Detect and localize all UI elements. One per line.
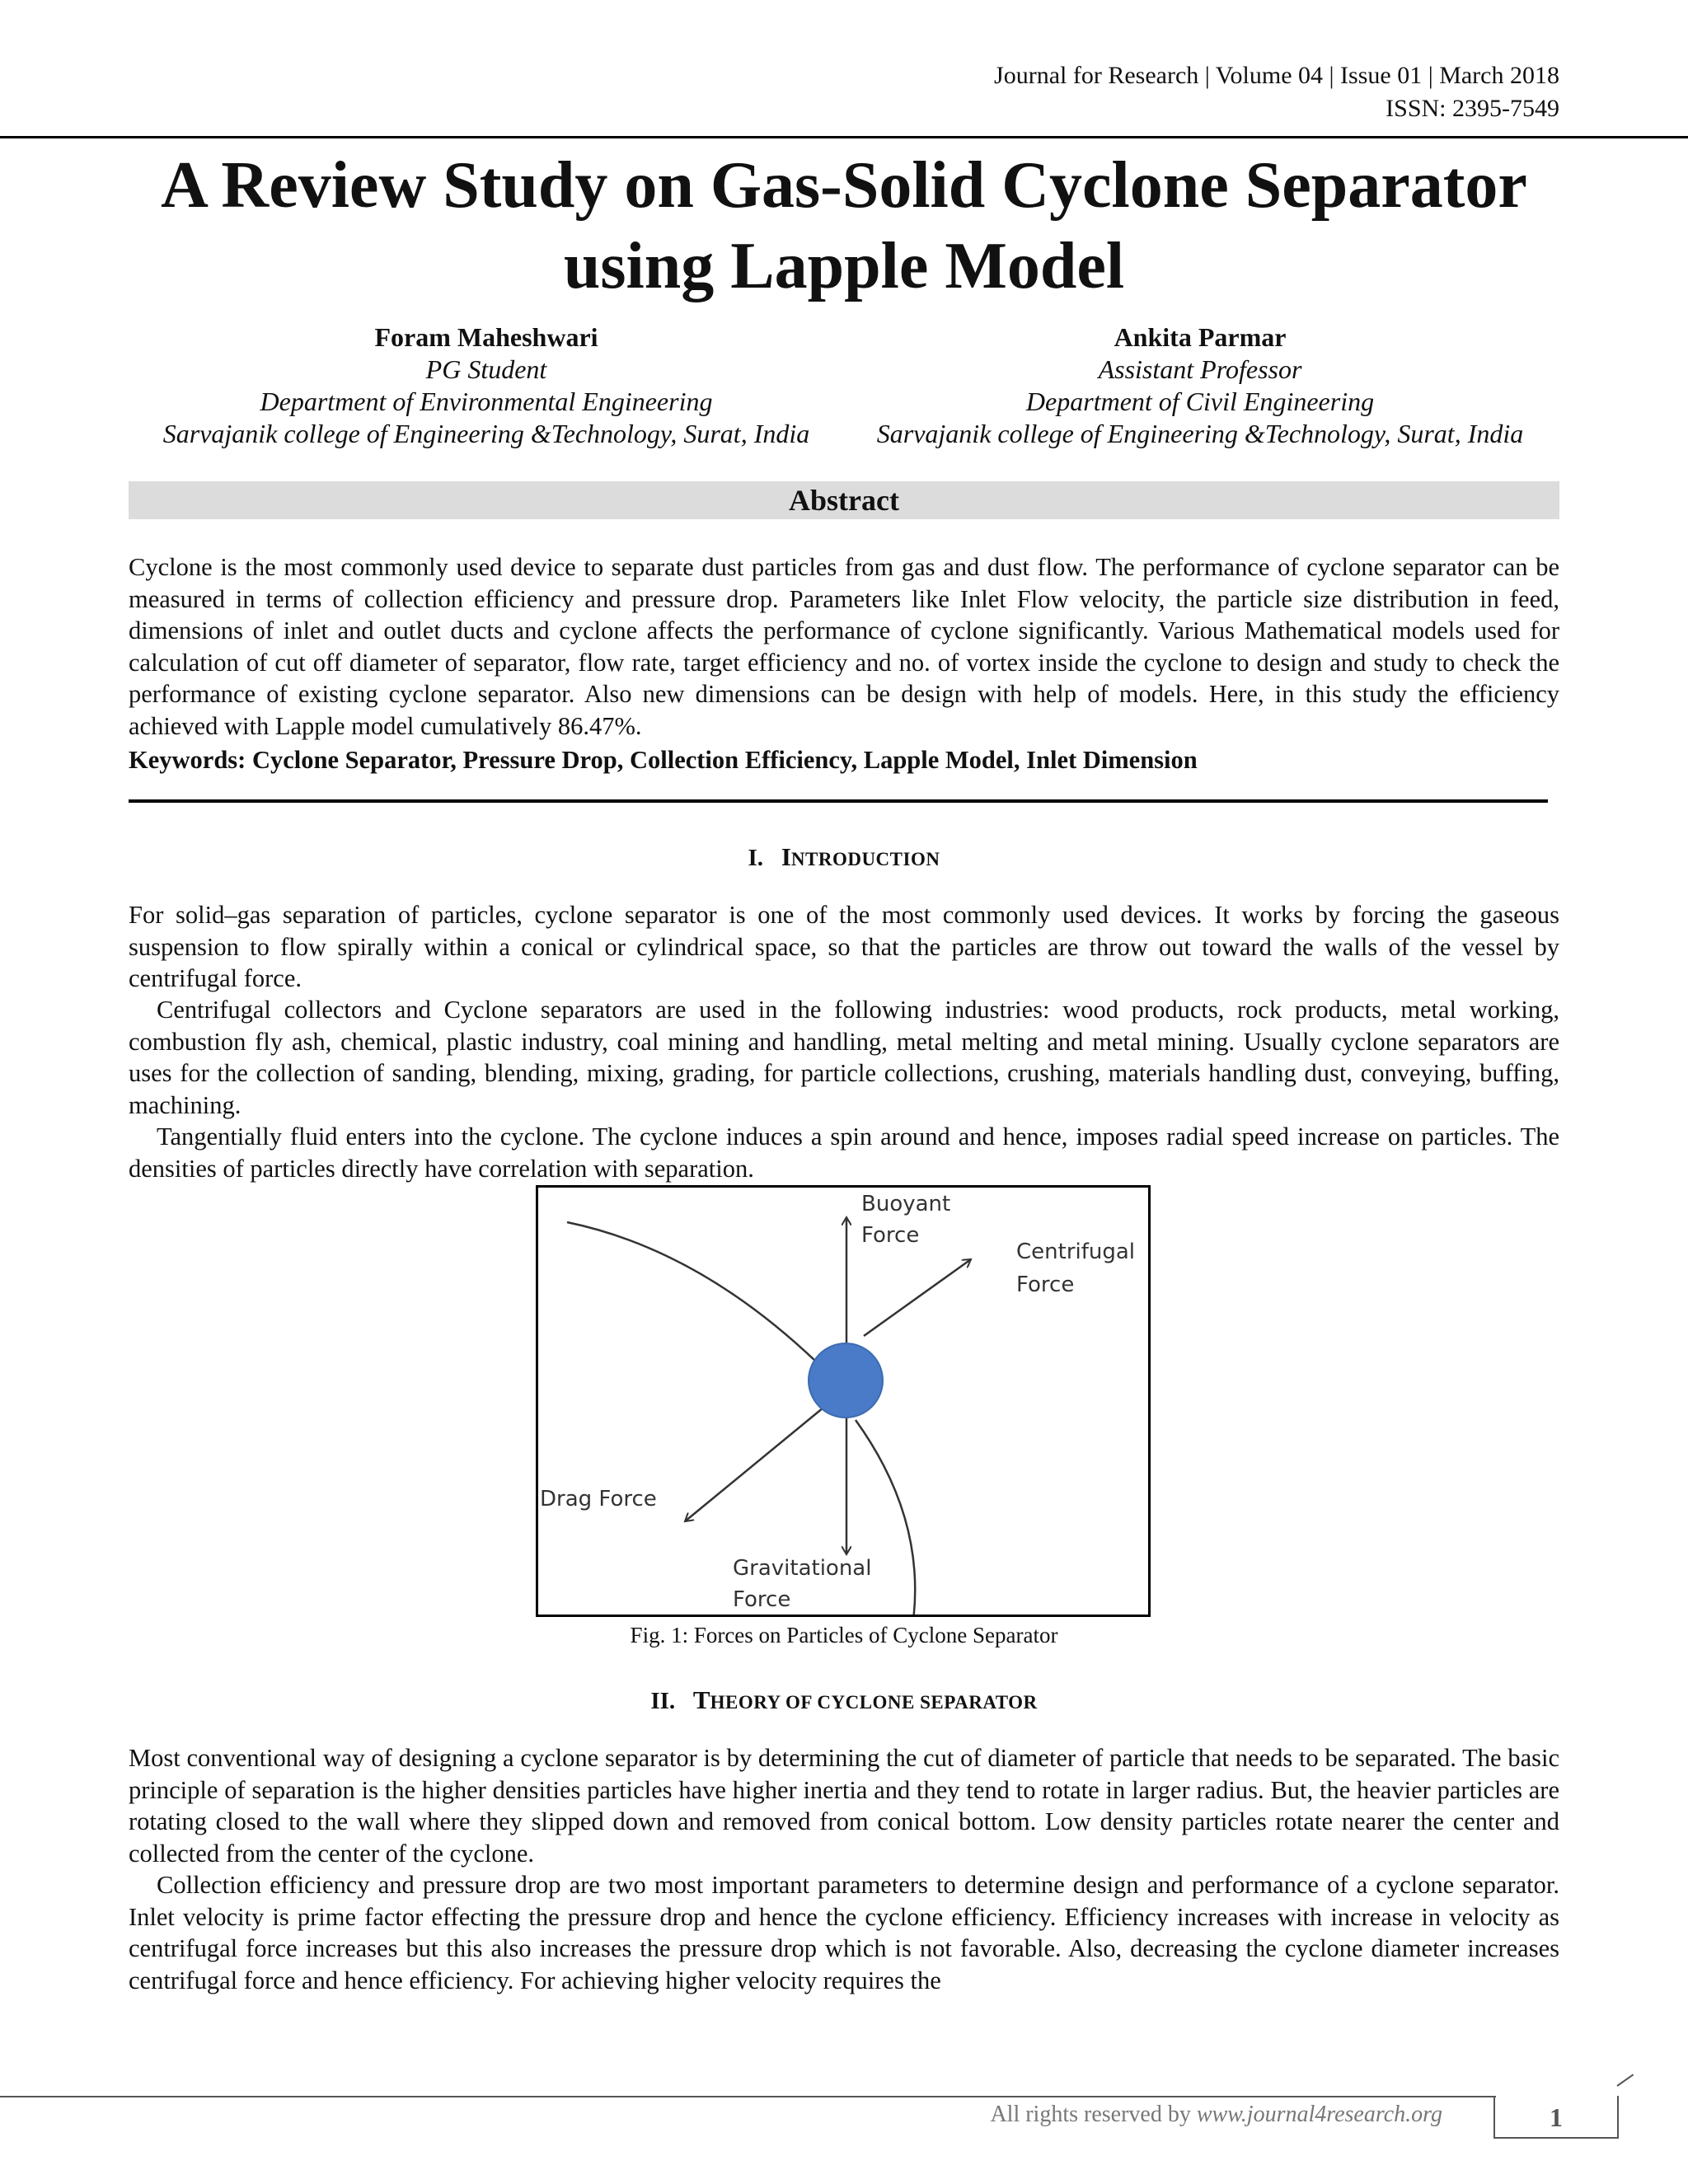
issn: ISSN: 2395-7549 xyxy=(1386,95,1559,122)
author-block-1 xyxy=(140,321,832,450)
centrifugal-arrow xyxy=(864,1259,971,1336)
abstract-text: Cyclone is the most commonly used device to separate dust particles from gas and dust flow. The performance of cyclone separator can be measured in terms of collection efficiency and pressure drop. Parameters like Inlet Flow velocity, the particle size distribution in feed, dimensions of inlet and outlet ducts and cyclone affects the performance of cyclone significantly. Various Mathematical models used for calculation of cut off diameter of separator, flow rate, target efficiency and no. of vortex inside the cyclone to design and study to check the performance of existing cyclone separator. Also new dimensions can be design with help of models. Here, in this study the efficiency achieved with Lapple model cumulatively 86.47%. xyxy=(129,553,1559,740)
paper-title xyxy=(99,145,1589,307)
particle xyxy=(809,1343,883,1418)
label-gravitational-1: Gravitational xyxy=(733,1556,872,1581)
intro-paragraph-1: For solid–gas separation of particles, cyclone separator is one of the most commonly used devices. It works by forcing the gaseous suspension to flow spirally within a conical or cylindrical space, so that the particles are throw out toward the walls of the vessel by centrifugal force. xyxy=(129,901,1559,992)
label-drag: Drag Force xyxy=(540,1487,657,1511)
site-link[interactable]: www.journal4research.org xyxy=(1196,2102,1442,2127)
section-heading-theory xyxy=(129,1685,1559,1718)
journal-header xyxy=(994,59,1559,125)
rights-text: All rights reserved by xyxy=(990,2102,1191,2127)
section-numeral: I. xyxy=(748,845,764,871)
theory-paragraph-1: Most conventional way of designing a cyclone separator is by determining the cut of diameter of particle that needs to be separated. The basic principle of separation is the higher densities particles have higher inertia and they tend to rotate in larger radius. But, the heavier particles are rotating closed to the wall where they slipped down and removed from conical bottom. Low density particles rotate nearer the center and collected from the center of the cyclone. xyxy=(129,1744,1559,1868)
footer-rights xyxy=(907,2102,1442,2128)
author-institution: Sarvajanik college of Engineering &Technology, Surat, India xyxy=(162,419,810,448)
label-buoyant-2: Force xyxy=(861,1223,920,1248)
author-department: Department of Environmental Engineering xyxy=(260,387,713,416)
abstract-heading: Abstract xyxy=(129,481,1559,519)
section-numeral: II. xyxy=(650,1688,676,1714)
author-department: Department of Civil Engineering xyxy=(1025,387,1375,416)
keywords-rule xyxy=(129,799,1548,803)
title-line-2: using Lapple Model xyxy=(563,230,1125,302)
header-rule xyxy=(0,136,1688,138)
label-centrifugal-2: Force xyxy=(1016,1272,1075,1297)
author-name: Foram Maheshwari xyxy=(374,322,598,352)
theory-paragraph-2: Collection efficiency and pressure drop are two most important parameters to determine design and performance of a cyclone separator. Inlet velocity is prime factor effecting the pressure drop and hence the cyclone efficiency. Efficiency increases with increase in velocity as centrifugal force increases but this also increases the pressure drop which is not favorable. Also, decreasing the cyclone diameter increases centrifugal force and hence efficiency. For achieving higher velocity requires the xyxy=(129,1871,1559,1994)
section-title-rest: HEORY OF CYCLONE SEPARATOR xyxy=(710,1692,1038,1713)
page-number: 1 xyxy=(1493,2096,1619,2139)
author-institution: Sarvajanik college of Engineering &Technology, Surat, India xyxy=(876,419,1524,448)
section-title-initial: T xyxy=(692,1685,710,1714)
label-centrifugal-1: Centrifugal xyxy=(1016,1240,1136,1264)
journal-info: Journal for Research | Volume 04 | Issue 01 | March 2018 xyxy=(994,62,1559,89)
author-block-2 xyxy=(854,321,1546,450)
label-buoyant-1: Buoyant xyxy=(861,1192,951,1216)
label-gravitational-2: Force xyxy=(733,1587,791,1612)
drag-arrow xyxy=(685,1404,828,1521)
keywords: Keywords: Cyclone Separator, Pressure Drop, Collection Efficiency, Lapple Model, Inlet Dimension xyxy=(129,746,1198,774)
author-role: PG Student xyxy=(425,354,547,384)
author-role: Assistant Professor xyxy=(1098,354,1302,384)
inner-arc xyxy=(856,1420,915,1615)
title-line-1: A Review Study on Gas-Solid Cyclone Separator xyxy=(161,149,1527,222)
author-name: Ankita Parmar xyxy=(1114,322,1287,352)
page-box-tick xyxy=(1616,2074,1634,2086)
section-title-initial: I xyxy=(781,842,791,871)
footer-rule xyxy=(0,2096,1496,2097)
section-title-rest: NTRODUCTION xyxy=(790,849,940,869)
figure-caption: Fig. 1: Forces on Particles of Cyclone Separator xyxy=(630,1623,1058,1647)
figure-forces-diagram xyxy=(536,1185,1151,1617)
intro-paragraph-2: Centrifugal collectors and Cyclone separators are used in the following industries: wood products, rock products, metal working, combustion fly ash, chemical, plastic industry, coal mining and handling, metal melting and metal mining. Usually cyclone separators are uses for the collection of sanding, blending, mixing, grading, for particle collections, crushing, materials handling dust, conveying, buffing, machining. xyxy=(129,996,1559,1119)
intro-paragraph-3: Tangentially fluid enters into the cyclone. The cyclone induces a spin around and hence, imposes radial speed increase on particles. The densities of particles directly have correlation with separation. xyxy=(129,1122,1559,1183)
section-heading-introduction xyxy=(129,841,1559,875)
